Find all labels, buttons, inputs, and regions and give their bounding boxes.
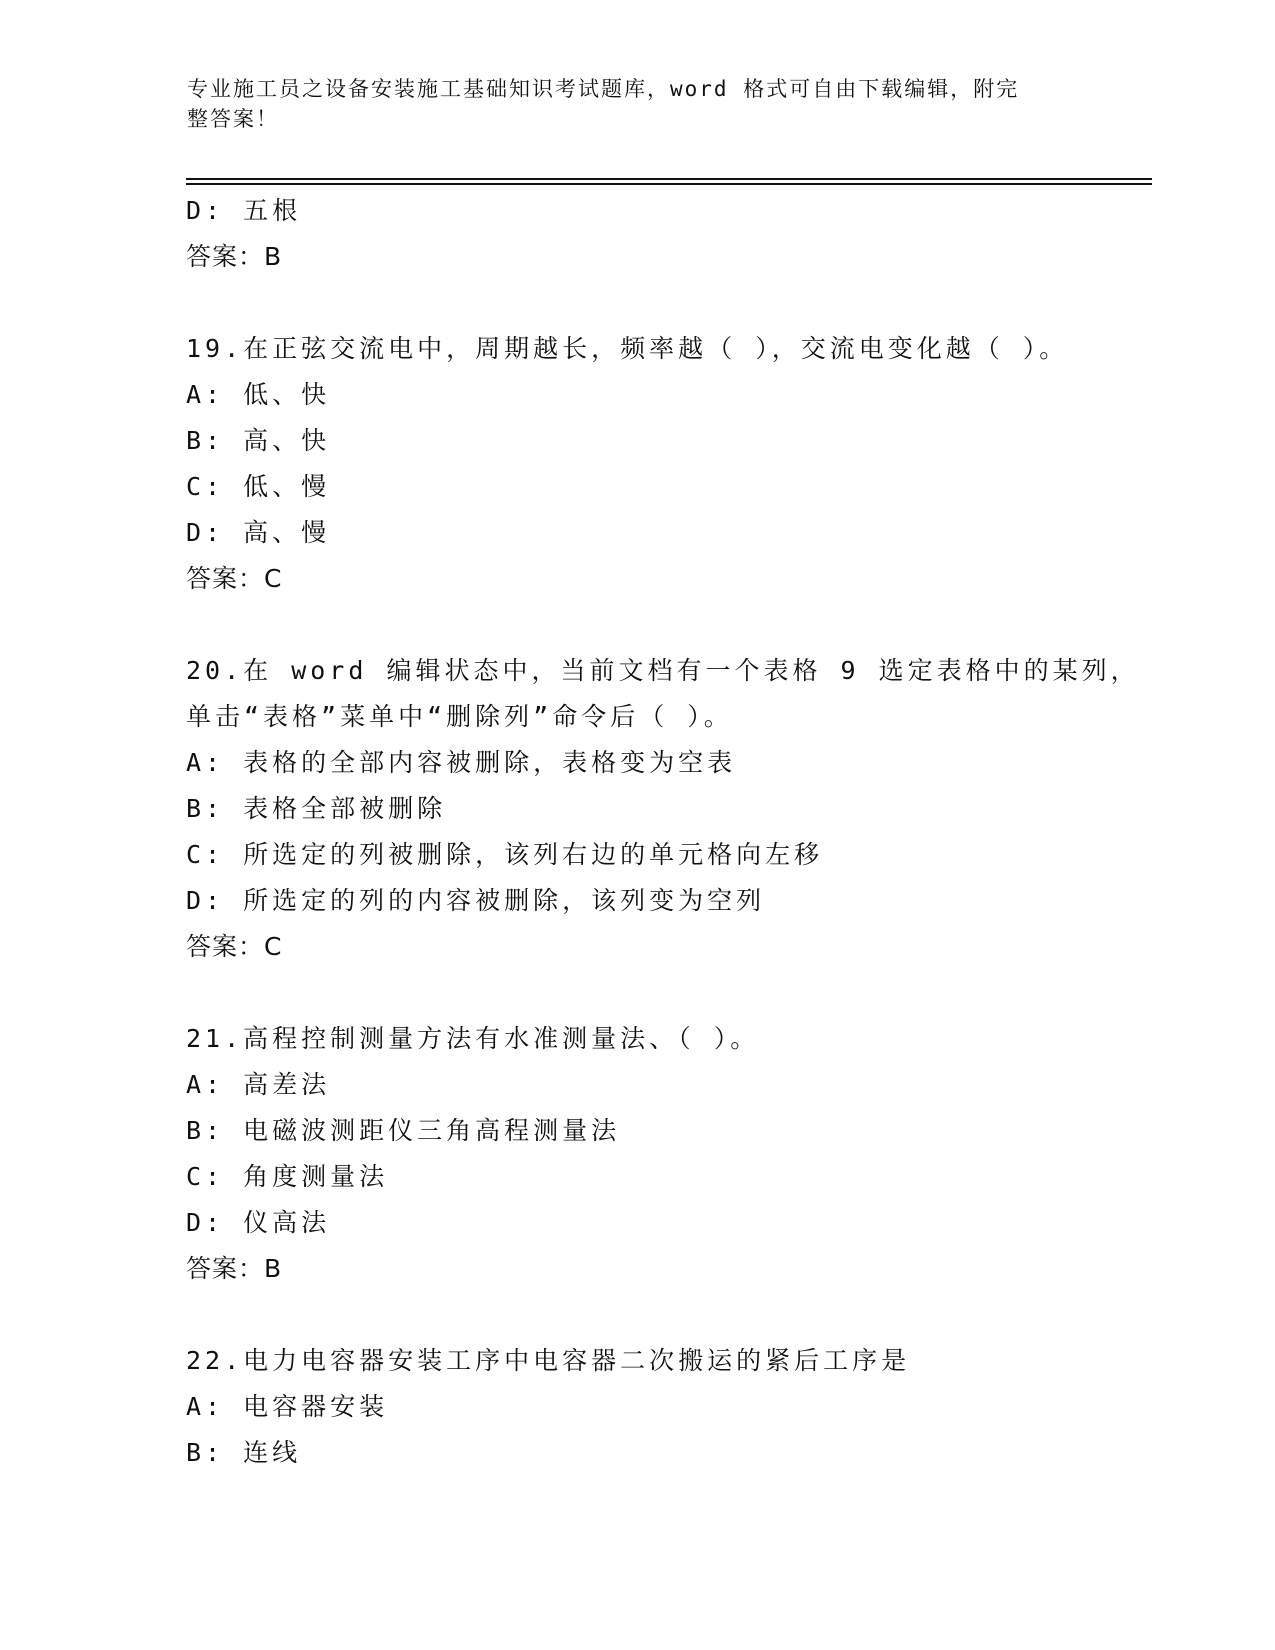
option-a: A: 低、快 — [186, 380, 331, 409]
document-body — [186, 188, 1146, 1476]
answer-line: 答案：C — [186, 564, 283, 593]
question-stem: 20.在 word 编辑状态中，当前文档有一个表格 9 选定表格中的某列， — [186, 656, 1140, 685]
spacer — [186, 280, 1146, 326]
spacer — [186, 970, 1146, 1016]
option-b: B: 表格全部被删除 — [186, 794, 447, 823]
question-21 — [186, 1016, 1146, 1292]
option-a: A: 表格的全部内容被删除，表格变为空表 — [186, 748, 737, 777]
question-stem: 22.电力电容器安装工序中电容器二次搬运的紧后工序是 — [186, 1346, 911, 1375]
option-c: C: 所选定的列被删除，该列右边的单元格向左移 — [186, 840, 824, 869]
option-d: D: 仪高法 — [186, 1208, 331, 1237]
answer-line: 答案：B — [186, 1254, 283, 1283]
option-b: B: 电磁波测距仪三角高程测量法 — [186, 1116, 621, 1145]
question-stem: 21.高程控制测量方法有水准测量法、（ ）。 — [186, 1024, 760, 1053]
answer-line: 答案：B — [186, 242, 283, 271]
option-d: D: 高、慢 — [186, 518, 331, 547]
option-c: C: 低、慢 — [186, 472, 331, 501]
header-line-2: 整答案！ — [187, 107, 279, 131]
option-a: A: 电容器安装 — [186, 1392, 389, 1421]
option-c: C: 角度测量法 — [186, 1162, 389, 1191]
question-stem-continued: 单击“表格”菜单中“删除列”命令后（ ）。 — [186, 702, 733, 731]
header-rule-bottom — [186, 183, 1152, 185]
header-line-1: 专业施工员之设备安装施工基础知识考试题库，word 格式可自由下载编辑，附完 — [187, 77, 1020, 101]
document-header — [187, 74, 1067, 134]
option-b: B: 高、快 — [186, 426, 331, 455]
question-22 — [186, 1338, 1146, 1476]
option-b: B: 连线 — [186, 1438, 302, 1467]
question-stem: 19.在正弦交流电中，周期越长，频率越（ ），交流电变化越（ ）。 — [186, 334, 1069, 363]
spacer — [186, 1292, 1146, 1338]
option-d: D: 所选定的列的内容被删除，该列变为空列 — [186, 886, 766, 915]
spacer — [186, 602, 1146, 648]
option-a: A: 高差法 — [186, 1070, 331, 1099]
answer-line: 答案：C — [186, 932, 283, 961]
option-d: D: 五根 — [186, 196, 302, 225]
question-20 — [186, 648, 1146, 970]
question-19 — [186, 326, 1146, 602]
header-rule-top — [186, 178, 1152, 180]
